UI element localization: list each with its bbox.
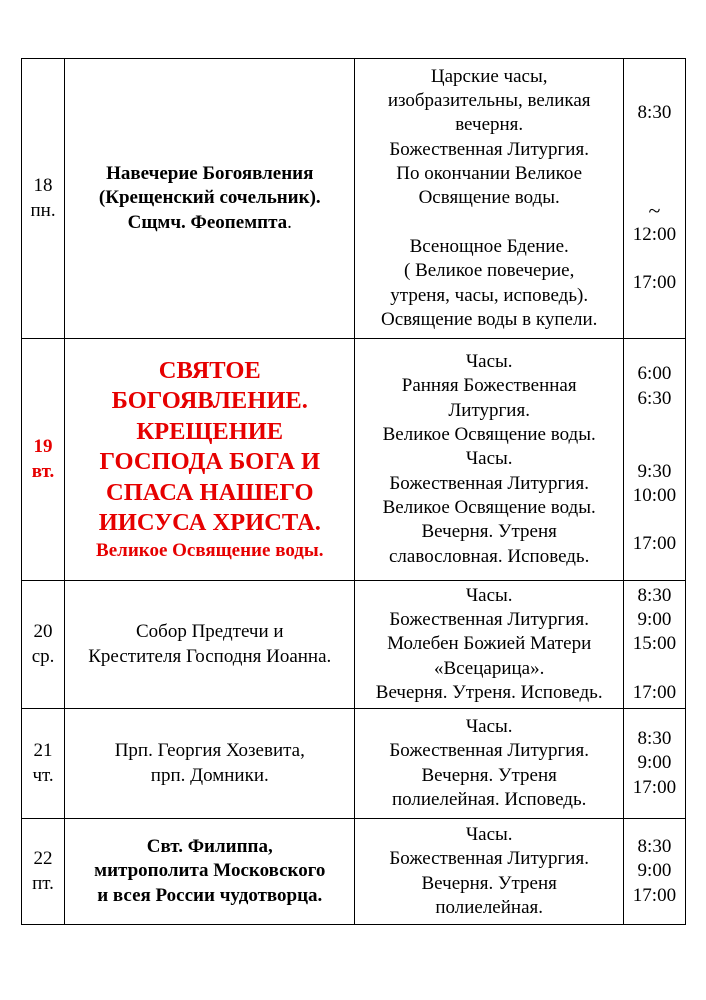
- feast-cell: [65, 581, 355, 709]
- feast-title-line: Свт. Филиппа,: [146, 836, 273, 858]
- service-line: Часы.: [465, 823, 513, 845]
- time-spacer: [626, 411, 683, 435]
- time-value: 8:30: [637, 102, 672, 124]
- time-value: 17:00: [632, 884, 677, 906]
- time-spacer: [626, 247, 683, 271]
- feast-saint: Сщмч. Феопемпта: [127, 211, 288, 233]
- service-line: вечерня.: [455, 114, 524, 136]
- times-cell: [623, 339, 685, 581]
- service-line: Часы.: [465, 584, 513, 606]
- day-number: 18: [33, 175, 53, 197]
- day-of-week: ср.: [31, 645, 55, 667]
- feast-tail: .: [287, 211, 292, 233]
- service-line: полиелейная. Исповедь.: [391, 788, 587, 810]
- day-row-18: [22, 59, 686, 339]
- feast-title-line: и всея России чудотворца.: [97, 884, 323, 906]
- time-value: 6:00: [637, 363, 672, 385]
- day-row-19: [22, 339, 686, 581]
- time-value: 10:00: [632, 484, 677, 506]
- service-line: Царские часы,: [430, 65, 548, 87]
- feast-title-line: митрополита Московского: [94, 860, 326, 882]
- service-line: полиелейная.: [435, 896, 544, 918]
- time-value: 8:30: [637, 728, 672, 750]
- feast-title-line: прп. Домники.: [150, 764, 269, 786]
- day-cell: [22, 581, 65, 709]
- feast-title-line: Собор Предтечи и: [135, 621, 284, 643]
- time-spacer: [626, 508, 683, 532]
- day-number: 21: [33, 740, 53, 762]
- time-value: 9:00: [637, 609, 672, 631]
- services-cell: [355, 709, 623, 819]
- feast-cell: [65, 819, 355, 925]
- day-number: 19: [33, 436, 53, 458]
- service-line: Освящение воды в купели.: [381, 308, 598, 330]
- time-spacer: [626, 174, 683, 198]
- time-spacer: [626, 435, 683, 459]
- times-cell: [623, 819, 685, 925]
- day-row-22: [22, 819, 686, 925]
- service-line: «Всецарица».: [433, 657, 545, 679]
- feast-title-line: ИИСУСА ХРИСТА.: [98, 509, 321, 537]
- service-line: Вечерня. Утреня: [421, 521, 557, 543]
- service-line: Божественная Литургия.: [389, 472, 589, 494]
- service-line: Божественная Литургия.: [389, 609, 589, 631]
- time-value: 8:30: [637, 584, 672, 606]
- time-value: 17:00: [632, 776, 677, 798]
- service-line: изобразительны, великая: [387, 90, 591, 112]
- feast-title-line: СПАСА НАШЕГО: [106, 478, 314, 506]
- schedule-table: [21, 58, 686, 925]
- service-line: Часы.: [465, 715, 513, 737]
- time-value: 15:00: [632, 633, 677, 655]
- service-line: Великое Освящение воды.: [382, 424, 596, 446]
- time-value: 9:00: [637, 860, 672, 882]
- feast-cell: [65, 339, 355, 581]
- day-number: 20: [33, 621, 53, 643]
- service-line: ( Великое повечерие,: [404, 260, 575, 282]
- service-line: Всенощное Бдение.: [409, 235, 569, 257]
- feast-title-line: [67, 211, 352, 235]
- service-line: Молебен Божией Матери: [387, 633, 592, 655]
- day-cell: [22, 709, 65, 819]
- feast-title-line: Навечерие Богоявления: [106, 163, 314, 185]
- service-line: Вечерня. Утреня. Исповедь.: [375, 681, 603, 703]
- time-value: 12:00: [632, 223, 677, 245]
- feast-title-line: КРЕЩЕНИЕ: [136, 417, 284, 445]
- time-spacer: [626, 150, 683, 174]
- services-cell: [355, 59, 623, 339]
- time-value: 6:30: [637, 387, 672, 409]
- service-line: Божественная Литургия.: [389, 138, 589, 160]
- service-line: Часы.: [465, 351, 513, 373]
- day-cell: [22, 819, 65, 925]
- feast-title-line: СВЯТОЕ: [158, 356, 261, 384]
- service-spacer: [357, 211, 620, 235]
- feast-title-line: (Крещенский сочельник).: [98, 187, 321, 209]
- time-approx: ~: [648, 197, 661, 223]
- time-value: 9:30: [637, 460, 672, 482]
- services-cell: [355, 581, 623, 709]
- time-value: 9:00: [637, 752, 672, 774]
- service-line: утреня, часы, исповедь).: [390, 284, 589, 306]
- feast-cell: [65, 59, 355, 339]
- service-line: Вечерня. Утреня: [421, 764, 557, 786]
- feast-title-line: БОГОЯВЛЕНИЕ.: [111, 387, 308, 415]
- day-number: 22: [33, 848, 53, 870]
- day-row-21: [22, 709, 686, 819]
- time-value: 8:30: [637, 836, 672, 858]
- times-cell: [623, 709, 685, 819]
- service-line: Ранняя Божественная: [401, 375, 577, 397]
- day-of-week: пт.: [32, 872, 54, 894]
- time-spacer: [626, 657, 683, 681]
- feast-title-line: ГОСПОДА БОГА И: [99, 448, 321, 476]
- time-value: 17:00: [632, 533, 677, 555]
- feast-title-line: Крестителя Господня Иоанна.: [88, 645, 332, 667]
- service-line: Вечерня. Утреня: [421, 872, 557, 894]
- service-line: Божественная Литургия.: [389, 740, 589, 762]
- day-of-week: пн.: [30, 199, 56, 221]
- feast-cell: [65, 709, 355, 819]
- time-value: 17:00: [632, 272, 677, 294]
- day-row-20: [22, 581, 686, 709]
- day-cell: [22, 59, 65, 339]
- service-line: Часы.: [465, 448, 513, 470]
- times-cell: [623, 581, 685, 709]
- times-cell: [623, 59, 685, 339]
- services-cell: [355, 819, 623, 925]
- service-line: Литургия.: [448, 399, 530, 421]
- time-value: 17:00: [632, 681, 677, 703]
- service-line: По окончании Великое: [396, 163, 583, 185]
- feast-subtitle: Великое Освящение воды.: [96, 539, 324, 561]
- day-of-week: вт.: [31, 460, 55, 482]
- service-line: Освящение воды.: [418, 187, 560, 209]
- day-cell: [22, 339, 65, 581]
- feast-title-line: Прп. Георгия Хозевита,: [114, 740, 305, 762]
- service-line: Великое Освящение воды.: [382, 496, 596, 518]
- day-of-week: чт.: [32, 764, 54, 786]
- services-cell: [355, 339, 623, 581]
- service-line: Божественная Литургия.: [389, 848, 589, 870]
- time-spacer: [626, 126, 683, 150]
- service-line: славословная. Исповедь.: [389, 545, 590, 567]
